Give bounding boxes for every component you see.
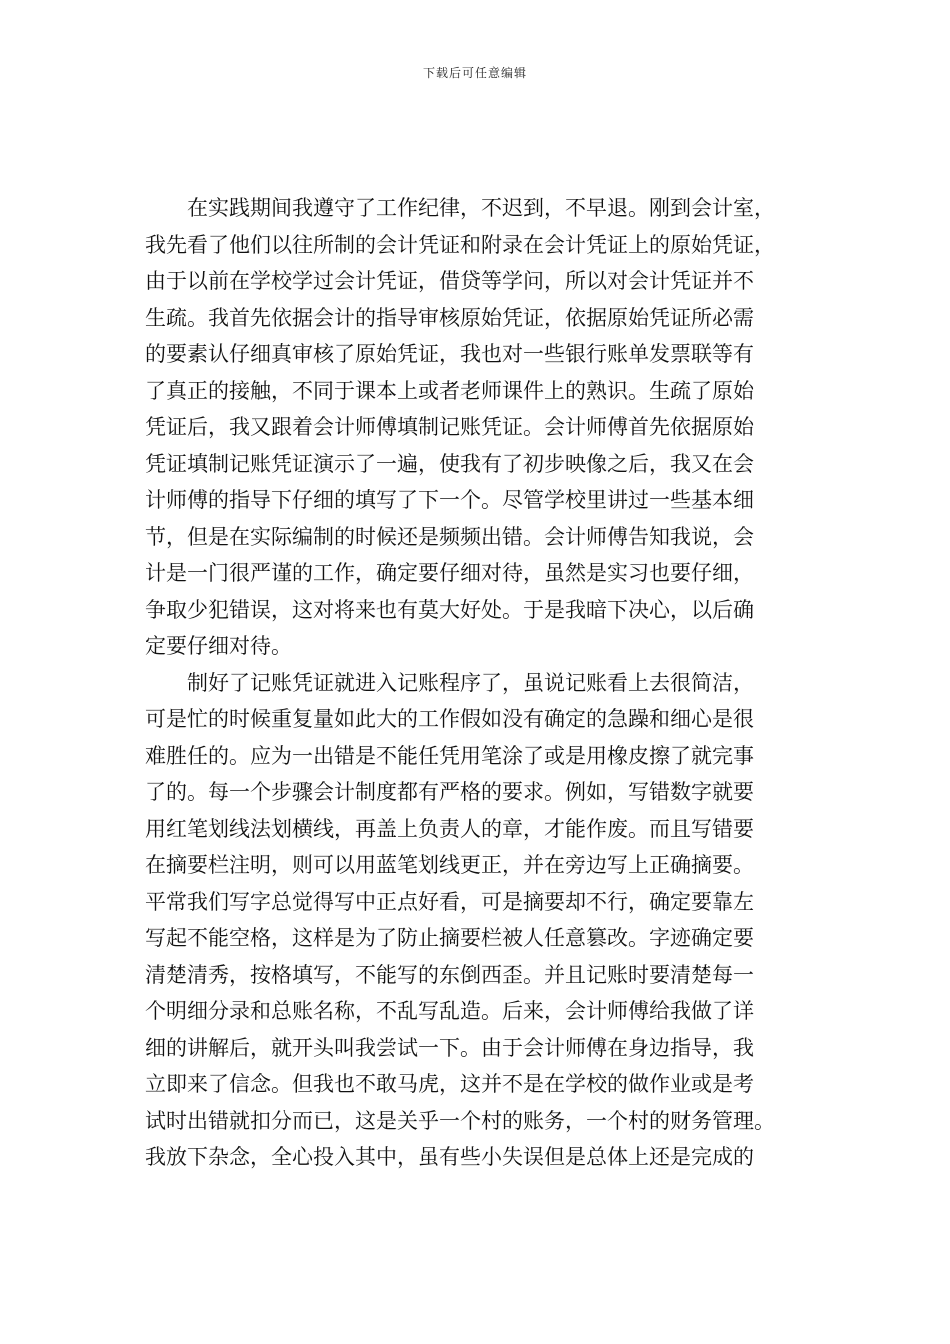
paragraph-1-line: 了真正的接触，不同于课本上或者老师课件上的熟识。生疏了原始 — [145, 378, 754, 403]
paragraph-2-line: 在摘要栏注明，则可以用蓝笔划线更正，并在旁边写上正确摘要。 — [145, 853, 754, 877]
paragraph-2-line: 可是忙的时候重复量如此大的工作假如没有确定的急躁和细心是很 — [145, 707, 754, 731]
paragraph-2-line: 了的。每一个步骤会计制度都有严格的要求。例如，写错数字就要 — [145, 780, 754, 804]
paragraph-1-line: 节，但是在实际编制的时候还是频频出错。会计师傅告知我说，会 — [145, 524, 754, 549]
body-text — [145, 190, 815, 1176]
paragraph-1-line: 我先看了他们以往所制的会计凭证和附录在会计凭证上的原始凭证， — [145, 232, 775, 257]
paragraph-2-line: 个明细分录和总账名称，不乱写乱造。后来，会计师傅给我做了详 — [145, 999, 754, 1023]
paragraph-2-line: 细的讲解后，就开头叫我尝试一下。由于会计师傅在身边指导，我 — [145, 1035, 754, 1060]
paragraph-2-line: 试时出错就扣分而已，这是关乎一个村的账务，一个村的财务管理。 — [145, 1108, 775, 1133]
paragraph-1-line: 定要仔细对待。 — [145, 634, 292, 658]
paragraph-2-line: 立即来了信念。但我也不敢马虎，这并不是在学校的做作业或是考 — [145, 1072, 754, 1096]
page-header: 下载后可任意编辑 — [422, 66, 527, 80]
paragraph-2-line: 平常我们写字总觉得写中正点好看，可是摘要却不行，确定要靠左 — [145, 889, 754, 914]
paragraph-1-line: 计是一门很严谨的工作，确定要仔细对待，虽然是实习也要仔细， — [145, 561, 754, 585]
paragraph-2-line: 用红笔划线法划横线，再盖上负责人的章，才能作废。而且写错要 — [145, 816, 754, 841]
paragraph-2-line: 难胜任的。应为一出错是不能任凭用笔涂了或是用橡皮擦了就完事 — [145, 743, 754, 768]
paragraph-1-line: 的要素认仔细真审核了原始凭证，我也对一些银行账单发票联等有 — [145, 342, 754, 366]
paragraph-1-line: 计师傅的指导下仔细的填写了下一个。尽管学校里讲过一些基本细 — [145, 488, 754, 512]
paragraph-1-line: 由于以前在学校学过会计凭证，借贷等学问，所以对会计凭证并不 — [145, 269, 754, 293]
paragraph-1-line: 生疏。我首先依据会计的指导审核原始凭证，依据原始凭证所必需 — [145, 305, 754, 330]
paragraph-2-line: 写起不能空格，这样是为了防止摘要栏被人任意篡改。字迹确定要 — [145, 926, 754, 950]
paragraph-1-line: 争取少犯错误，这对将来也有莫大好处。于是我暗下决心，以后确 — [145, 597, 754, 622]
paragraph-1-line: 凭证填制记账凭证演示了一遍，使我有了初步映像之后，我又在会 — [145, 451, 754, 476]
paragraph-2-line: 我放下杂念，全心投入其中，虽有些小失误但是总体上还是完成的 — [145, 1145, 754, 1169]
paragraph-2-line: 制好了记账凭证就进入记账程序了，虽说记账看上去很简洁， — [187, 670, 754, 695]
paragraph-2-line: 清楚清秀，按格填写，不能写的东倒西歪。并且记账时要清楚每一 — [145, 962, 754, 987]
paragraph-1-line: 在实践期间我遵守了工作纪律，不迟到，不早退。刚到会计室， — [187, 196, 775, 220]
paragraph-1-line: 凭证后，我又跟着会计师傅填制记账凭证。会计师傅首先依据原始 — [145, 415, 754, 439]
